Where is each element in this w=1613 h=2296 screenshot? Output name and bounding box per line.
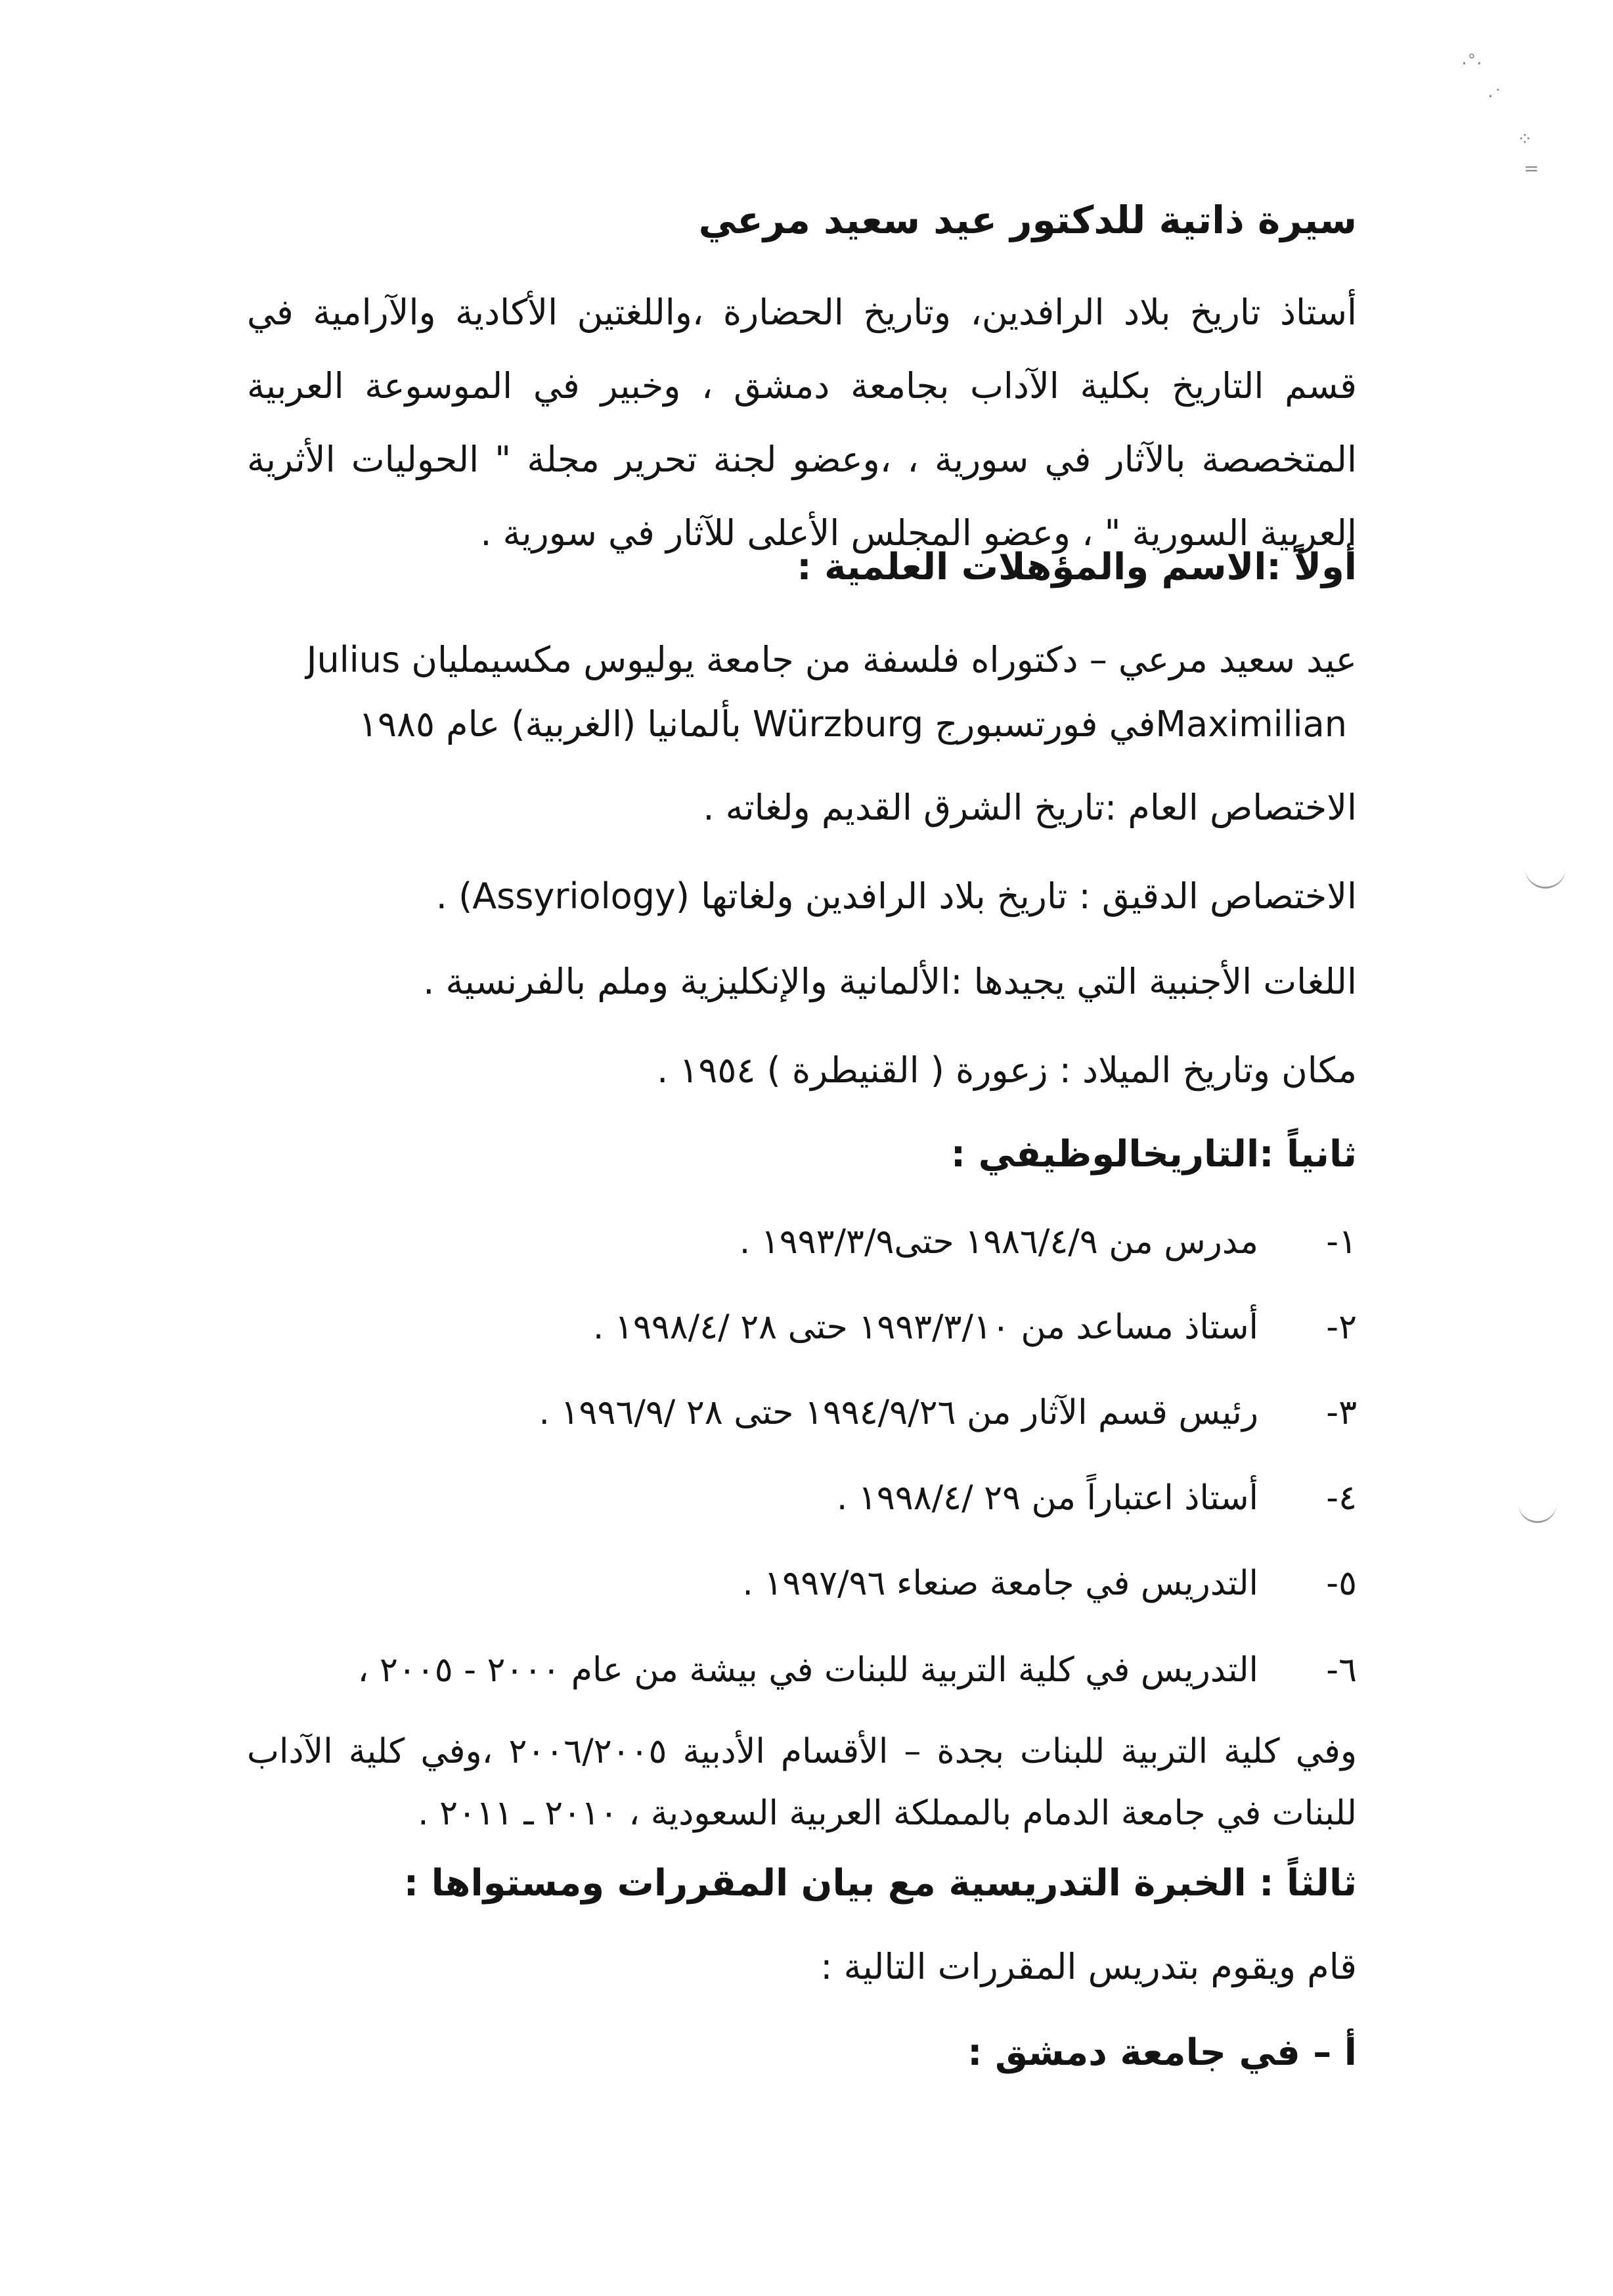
career-item-text: التدريس في كلية التربية للبنات في بيشة من عام ٢٠٠٠ - ٢٠٠٥ ،	[357, 1650, 1258, 1690]
teaching-intro: قام ويقوم بتدريس المقررات التالية :	[820, 1946, 1357, 1987]
section-heading-career: ثانياً :التاريخالوظيفي :	[950, 1133, 1357, 1176]
career-item-number: ٤-	[1326, 1478, 1357, 1518]
fine-specialization-end: .	[435, 875, 447, 917]
degree-line-2-latin-a: Maximilian	[1155, 703, 1347, 745]
fine-specialization-latin: (Assyriology)	[458, 875, 690, 917]
career-item-number: ٦-	[1326, 1650, 1357, 1690]
career-item-number: ٥-	[1326, 1564, 1357, 1603]
career-item-number: ١-	[1326, 1222, 1357, 1262]
subsection-damascus: أ – في جامعة دمشق :	[967, 2031, 1357, 2074]
scan-speck: ˙·	[1488, 85, 1503, 107]
scan-speck: ⁘	[1517, 128, 1533, 150]
page-title: سيرة ذاتية للدكتور عيد سعيد مرعي	[698, 198, 1357, 242]
section-heading-teaching: ثالثاً : الخبرة التدريسية مع بيان المقررات ومستواها :	[403, 1862, 1357, 1905]
career-item-text: أستاذ مساعد من ١٩٩٣/٣/١٠ حتى ٢٨ /١٩٩٨/٤ .	[592, 1308, 1258, 1347]
punch-hole-mark	[1525, 860, 1566, 889]
degree-line-2-arabic-a: في فورتسبورج	[935, 703, 1156, 745]
birth-place-date: مكان وتاريخ الميلاد : زعورة ( القنيطرة ) ١٩٥٤ .	[657, 1049, 1357, 1091]
career-item-text: التدريس في جامعة صنعاء ١٩٩٧/٩٦ .	[742, 1564, 1258, 1603]
degree-line-1-arabic: عيد سعيد مرعي – دكتوراه فلسفة من جامعة يوليوس مكسيمليان	[411, 639, 1357, 680]
degree-line-2-latin-b: Würzburg	[752, 703, 924, 745]
fine-specialization	[436, 873, 1357, 919]
section-heading-qualifications: أولاً :الاسم والمؤهلات العلمية :	[797, 546, 1357, 588]
punch-hole-mark	[1518, 1497, 1557, 1523]
scan-speck: =	[1524, 158, 1539, 179]
intro-paragraph: أستاذ تاريخ بلاد الرافدين، وتاريخ الحضارة ،واللغتين الأكادية والآرامية في قسم التاريخ بكلية الآداب بجامعة دمشق ، وخبير في الموسوعة العربية المتخصصة بالآثار في سورية ، ،وعضو لجنة تحرير مجلة " الحوليات الأثرية العربية السورية " ، وعضو المجلس الأعلى للآثار في سورية .	[247, 292, 1357, 554]
degree-line-2-arabic-b: بألمانيا (الغربية) عام ١٩٨٥	[358, 703, 741, 745]
scan-speck: ·˚·	[1461, 53, 1482, 74]
degree-line-1	[247, 637, 1357, 683]
career-item-text: رئيس قسم الآثار من ١٩٩٤/٩/٢٦ حتى ٢٨ /١٩٩٦/٩ .	[539, 1393, 1258, 1432]
fine-specialization-arabic: الاختصاص الدقيق : تاريخ بلاد الرافدين ولغاتها	[701, 875, 1357, 917]
degree-line-2	[359, 701, 1347, 747]
career-continuation: وفي كلية التربية للبنات بجدة – الأقسام الأدبية ٢٠٠٦/٢٠٠٥ ،وفي كلية الآداب للبنات في جامعة الدمام بالمملكة العربية السعودية ، ٢٠١٠ ـ ٢٠١١ .	[247, 1732, 1358, 1833]
foreign-languages: اللغات الأجنبية التي يجيدها :الألمانية والإنكليزية وملم بالفرنسية .	[423, 961, 1357, 1002]
career-item-number: ٢-	[1326, 1308, 1357, 1347]
degree-line-1-latin: Julius	[306, 639, 401, 680]
career-item-number: ٣-	[1326, 1393, 1357, 1432]
career-item-text: مدرس من ١٩٨٦/٤/٩ حتى١٩٩٣/٣/٩ .	[739, 1222, 1258, 1262]
career-item-text: أستاذ اعتباراً من ٢٩ /١٩٩٨/٤ .	[836, 1478, 1258, 1518]
general-specialization: الاختصاص العام :تاريخ الشرق القديم ولغاته .	[703, 787, 1357, 828]
